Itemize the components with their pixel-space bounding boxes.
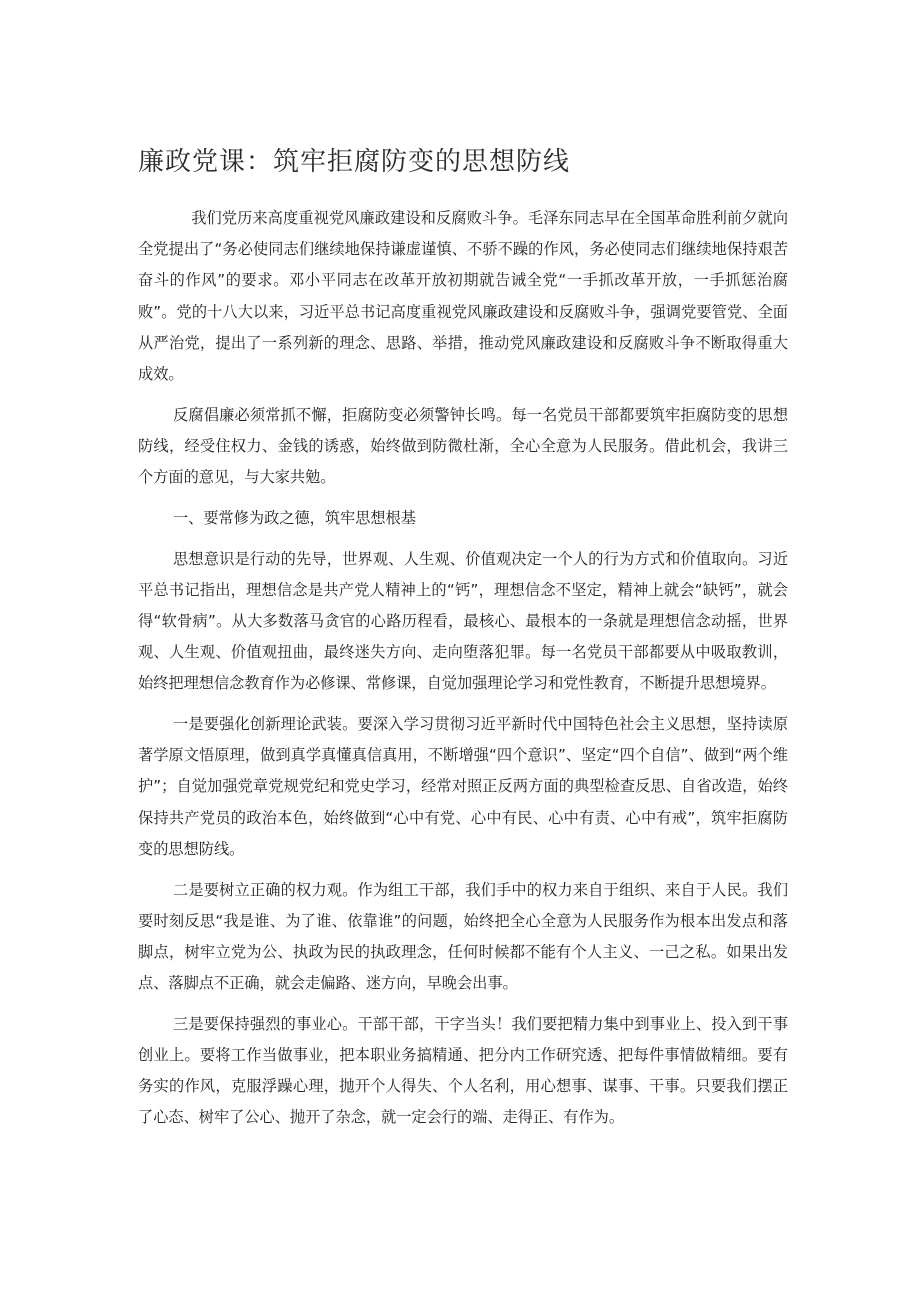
paragraph-ideology: 思想意识是行动的先导，世界观、人生观、价值观决定一个人的行为方式和价值取向。习近平总书记指出，理想信念是共产党人精神上的“钙”，理想信念不坚定，精神上就会“缺钙”，就会得“软骨病”。从大多数落马贪官的心路历程看，最核心、最根本的一条就是理想信念动摇，世界观、人生观、价值观扭曲，最终迷失方向、走向堕落犯罪。每一名党员干部都要从中吸取教训，始终把理想信念教育作为必修课、常修课，自觉加强理论学习和党性教育，不断提升思想境界。: [138, 549, 788, 693]
document-title: 廉政党课：筑牢拒腐防变的思想防线: [138, 147, 571, 177]
document-body: [138, 203, 788, 1143]
section-heading-1: 一、要常修为政之德，筑牢思想根基: [172, 508, 416, 527]
paragraph-point-2: 二是要树立正确的权力观。作为组工干部，我们手中的权力来自于组织、来自于人民。我们要时刻反思“我是谁、为了谁、依靠谁”的问题，始终把全心全意为人民服务作为根本出发点和落脚点，树牢立党为公、执政为民的执政理念，任何时候都不能有个人主义、一己之私。如果出发点、落脚点不正确，就会走偏路、迷方向，早晚会出事。: [138, 880, 788, 993]
paragraph-intro: 我们党历来高度重视党风廉政建设和反腐败斗争。毛泽东同志早在全国革命胜利前夕就向全党提出了“务必使同志们继续地保持谦虚谨慎、不骄不躁的作风，务必使同志们继续地保持艰苦奋斗的作风”的要求。邓小平同志在改革开放初期就告诫全党“一手抓改革开放，一手抓惩治腐败”。党的十八大以来，习近平总书记高度重视党风廉政建设和反腐败斗争，强调党要管党、全面从严治党，提出了一系列新的理念、思路、举措，推动党风廉政建设和反腐败斗争不断取得重大成效。: [138, 209, 788, 384]
paragraph-point-3: 三是要保持强烈的事业心。干部干部，干字当头！我们要把精力集中到事业上、投入到干事创业上。要将工作当做事业，把本职业务搞精通、把分内工作研究透、把每件事情做精细。要有务实的作风，克服浮躁心理，抛开个人得失、个人名利，用心想事、谋事、干事。只要我们摆正了心态、树牢了公心、抛开了杂念，就一定会行的端、走得正、有作为。: [138, 1014, 788, 1127]
paragraph-point-1: 一是要强化创新理论武装。要深入学习贯彻习近平新时代中国特色社会主义思想，坚持读原著学原文悟原理，做到真学真懂真信真用，不断增强“四个意识”、坚定“四个自信”、做到“两个维护”；自觉加强党章党规党纪和党史学习，经常对照正反两方面的典型检查反思、自省改造，始终保持共产党员的政治本色，始终做到“心中有党、心中有民、心中有责、心中有戒”，筑牢拒腐防变的思想防线。: [138, 715, 788, 858]
paragraph-anti-corruption: 反腐倡廉必须常抓不懈，拒腐防变必须警钟长鸣。每一名党员干部都要筑牢拒腐防变的思想防线，经受住权力、金钱的诱惑，始终做到防微杜渐，全心全意为人民服务。借此机会，我讲三个方面的意见，与大家共勉。: [138, 405, 788, 487]
